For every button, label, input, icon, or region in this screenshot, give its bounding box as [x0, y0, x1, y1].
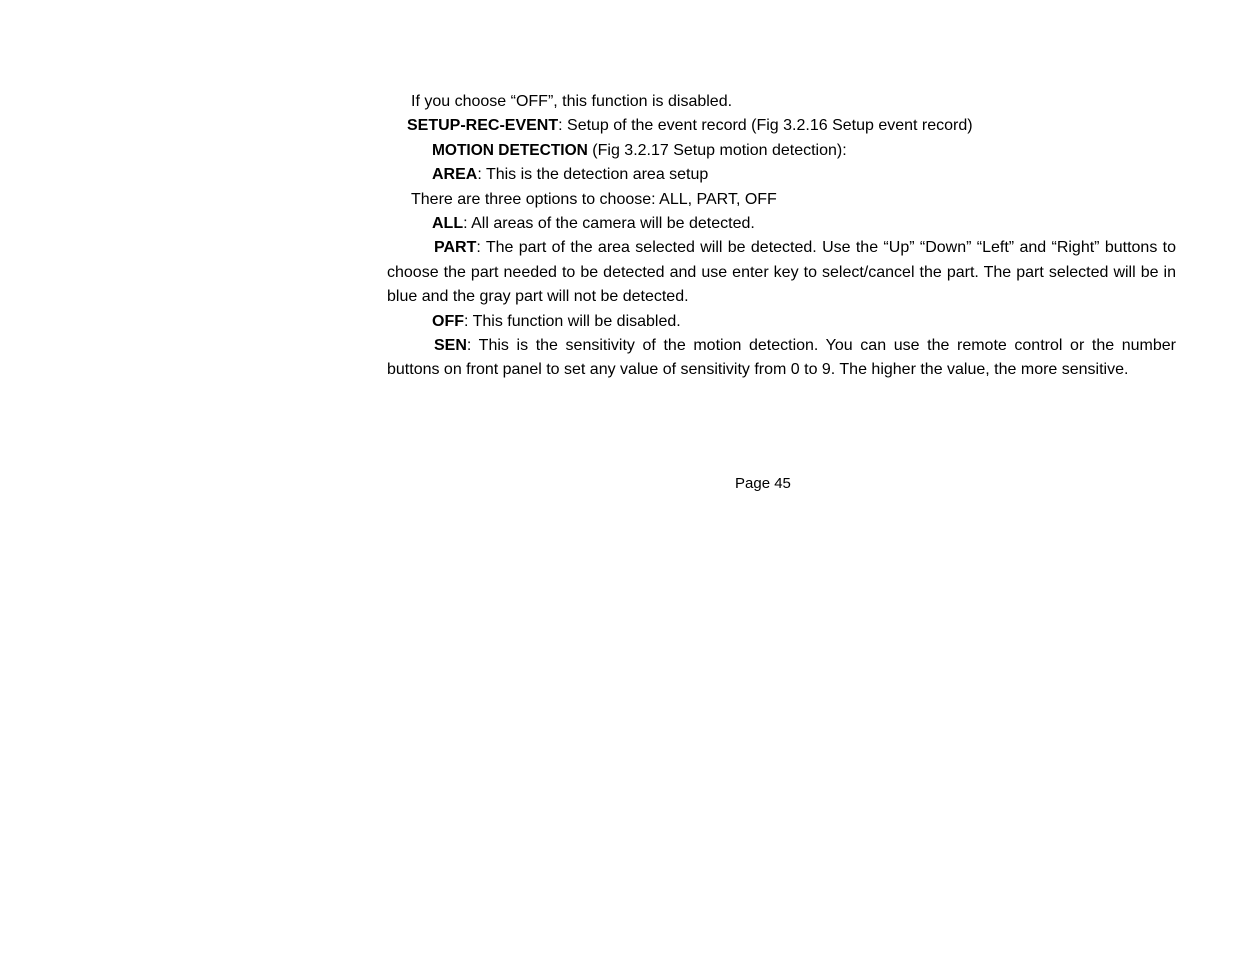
sen-desc: : This is the sensitivity of the motion detection. You can use the remote control or the number buttons on front panel to set any value of sensitivity from 0 to 9. The higher the value, the more sensitive.	[387, 337, 1176, 379]
setup-rec-event-desc: : Setup of the event record (Fig 3.2.16 Setup event record)	[558, 117, 973, 135]
area-term: AREA	[432, 166, 478, 184]
page-number: Page 45	[735, 475, 791, 492]
part-desc: : The part of the area selected will be detected. Use the “Up” “Down” “Left” and “Right” buttons to choose the part needed to be detected and use enter key to select/cancel the part. The part selected will be in blue and the gray part will not be detected.	[387, 239, 1176, 306]
all-line	[387, 212, 1176, 236]
sen-term: SEN	[434, 337, 467, 355]
all-desc: : All areas of the camera will be detected.	[463, 215, 755, 233]
motion-detection-desc: (Fig 3.2.17 Setup motion detection):	[587, 141, 847, 159]
sen-paragraph	[387, 334, 1176, 383]
off-line	[387, 310, 1176, 334]
part-paragraph	[387, 236, 1176, 309]
page-body	[387, 90, 1176, 383]
three-options-line	[387, 188, 1176, 212]
setup-rec-event-term: SETUP-REC-EVENT	[407, 117, 559, 135]
off-disabled-text: If you choose “OFF”, this function is disabled.	[411, 93, 733, 110]
off-desc: : This function will be disabled.	[464, 312, 681, 330]
setup-rec-event-line	[387, 114, 1176, 138]
three-options-text: There are three options to choose: ALL, PART, OFF	[411, 190, 777, 208]
area-desc: : This is the detection area setup	[477, 166, 709, 184]
part-term: PART	[434, 239, 477, 257]
motion-detection-term: MOTION DETECTION	[432, 141, 588, 159]
all-term: ALL	[432, 215, 464, 233]
motion-detection-line	[387, 139, 1176, 163]
off-disabled-line	[387, 90, 1176, 114]
area-line	[387, 163, 1176, 187]
off-term: OFF	[432, 312, 464, 330]
